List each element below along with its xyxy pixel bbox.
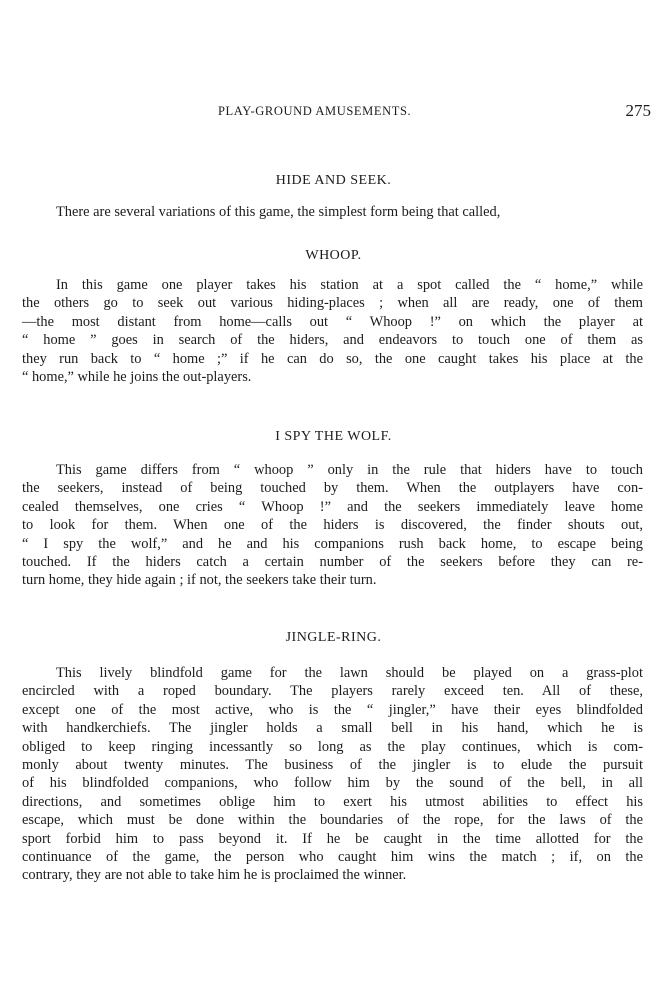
paragraph-whoop <box>22 276 643 386</box>
text-line: to look for them. When one of the hiders is discovered, the finder shouts out, <box>22 517 643 534</box>
running-title: PLAY-GROUND AMUSEMENTS. <box>218 104 412 118</box>
text-line: “ home,” while he joins the out-players. <box>22 368 252 385</box>
text-line: —the most distant from home—calls out “ Whoop !” on which the player at <box>22 313 643 330</box>
text-line: This game differs from “ whoop ” only in the rule that hiders have to touch <box>56 462 643 478</box>
section-title-hide-and-seek: HIDE AND SEEK. <box>275 173 392 188</box>
section-title-i-spy-the-wolf: I SPY THE WOLF. <box>275 429 392 444</box>
text-line: cealed themselves, one cries “ Whoop !” and the seekers immediately leave home <box>22 498 643 515</box>
text-line: There are several variations of this game, the simplest form being that called, <box>56 204 501 220</box>
text-line: the others go to seek out various hiding-places ; when all are ready, one of them <box>22 295 643 312</box>
paragraph-hide-and-seek <box>22 203 643 221</box>
text-line: monly about twenty minutes. The business of the jingler is to elude the pursuit <box>22 756 643 773</box>
text-line: turn home, they hide again ; if not, the seekers take their turn. <box>22 572 377 589</box>
text-line: with handkerchiefs. The jingler holds a small bell in his hand, which he is <box>22 720 643 737</box>
text-line: the seekers, instead of being touched by them. When the outplayers have con- <box>22 480 643 497</box>
running-head <box>0 101 667 124</box>
text-line: of his blindfolded companions, who follow him by the sound of the bell, in all <box>22 775 643 792</box>
text-line: “ home ” goes in search of the hiders, and endeavors to touch one of them as <box>22 332 643 349</box>
section-title-jingle-ring: JINGLE-RING. <box>285 630 382 645</box>
paragraph-i-spy-the-wolf <box>22 461 643 590</box>
text-line: escape, which must be done within the boundaries of the rope, for the laws of the <box>22 812 643 829</box>
text-line: obliged to keep ringing incessantly so long as the play continues, which is com- <box>22 738 643 755</box>
text-line: contrary, they are not able to take him he is proclaimed the winner. <box>22 867 407 884</box>
text-line: In this game one player takes his station at a spot called the “ home,” while <box>56 277 643 293</box>
page-number: 275 <box>625 101 651 120</box>
text-line: This lively blindfold game for the lawn should be played on a grass-plot <box>56 665 643 681</box>
section-title-whoop: WHOOP. <box>305 248 362 263</box>
paragraph-jingle-ring <box>22 664 643 885</box>
text-line: sport forbid him to pass beyond it. If he be caught in the time allotted for the <box>22 830 643 847</box>
text-line: except one of the most active, who is the “ jingler,” have their eyes blindfolded <box>22 701 643 718</box>
text-line: directions, and sometimes oblige him to exert his utmost abilities to effect his <box>22 793 643 810</box>
text-line: “ I spy the wolf,” and he and his companions rush back home, to escape being <box>22 535 643 552</box>
text-line: continuance of the game, the person who caught him wins the match ; if, on the <box>22 848 643 865</box>
text-line: encircled with a roped boundary. The players rarely exceed ten. All of these, <box>22 683 643 700</box>
text-line: they run back to “ home ;” if he can do so, the one caught takes his place at the <box>22 350 643 367</box>
text-line: touched. If the hiders catch a certain number of the seekers before they can re- <box>22 553 643 570</box>
